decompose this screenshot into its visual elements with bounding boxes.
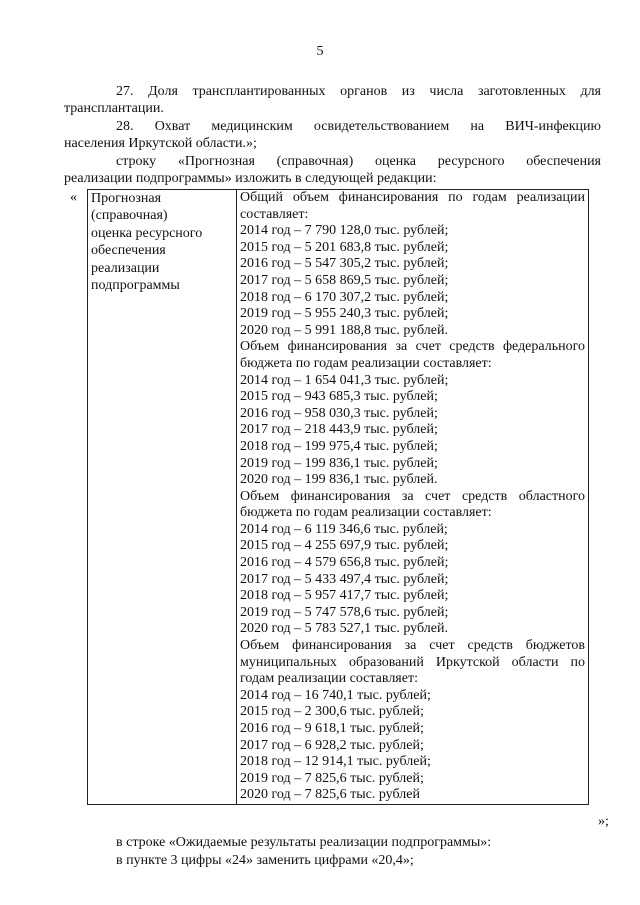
funding-year-line: 2016 год – 9 618,1 тыс. рублей; [240, 721, 424, 736]
funding-heading-line: бюджета по годам реализации составляет: [240, 505, 492, 521]
instruction-line-1: строку «Прогнозная (справочная) оценка ресурсного обеспечения [116, 154, 601, 169]
row-label-cell [88, 190, 237, 805]
resource-table [87, 189, 589, 805]
funding-year-line: 2015 год – 943 685,3 тыс. рублей; [240, 389, 438, 405]
funding-year-line: 2017 год – 6 928,2 тыс. рублей; [240, 737, 424, 753]
row-label-line: Прогнозная [91, 191, 162, 206]
funding-year-line: 2015 год – 5 201 683,8 тыс. рублей; [240, 239, 449, 255]
funding-year-line: 2019 год – 7 825,6 тыс. рублей; [240, 770, 424, 786]
funding-heading-line: Объем финансирования за счет средств бюджетов [240, 638, 585, 654]
row-label-line: подпрограммы [91, 278, 180, 294]
opening-quote-mark: « [70, 190, 77, 205]
item-28-line-1: 28. Охват медицинским освидетельствованием на ВИЧ-инфекцию [116, 119, 601, 134]
funding-heading-line: Общий объем финансирования по годам реализации [240, 190, 585, 205]
funding-heading-line: муниципальных образований Иркутской области по [240, 654, 585, 670]
closing-quote-mark: »; [598, 814, 609, 829]
row-content-cell [237, 190, 589, 805]
funding-year-line: 2017 год – 218 443,9 тыс. рублей; [240, 422, 438, 438]
funding-year-line: 2015 год – 2 300,6 тыс. рублей; [240, 704, 424, 720]
funding-year-line: 2020 год – 7 825,6 тыс. рублей [240, 787, 420, 803]
funding-heading-line: Объем финансирования за счет средств областного [240, 488, 585, 504]
funding-heading-line: годам реализации составляет: [240, 671, 418, 687]
funding-year-line: 2014 год – 16 740,1 тыс. рублей; [240, 687, 431, 703]
funding-year-line: 2014 год – 7 790 128,0 тыс. рублей; [240, 223, 449, 239]
instruction-line-2: реализации подпрограммы» изложить в следующей редакции: [64, 171, 437, 186]
row-label-line: реализации [91, 260, 160, 276]
item-27-line-1: 27. Доля трансплантированных органов из числа заготовленных для [116, 84, 601, 99]
table-row [88, 190, 589, 805]
page-number: 5 [316, 44, 324, 59]
funding-year-line: 2016 год – 4 579 656,8 тыс. рублей; [240, 555, 449, 571]
funding-year-line: 2016 год – 958 030,3 тыс. рублей; [240, 405, 438, 421]
funding-year-line: 2018 год – 6 170 307,2 тыс. рублей; [240, 289, 449, 305]
item-28-line-2: населения Иркутской области.»; [64, 136, 257, 151]
funding-year-line: 2020 год – 5 991 188,8 тыс. рублей. [240, 322, 448, 338]
row-label-line: оценка ресурсного [91, 225, 203, 241]
funding-year-line: 2014 год – 1 654 041,3 тыс. рублей; [240, 372, 449, 388]
funding-year-line: 2016 год – 5 547 305,2 тыс. рублей; [240, 256, 449, 272]
funding-heading-line: Объем финансирования за счет средств федерального [240, 339, 585, 355]
funding-heading-line: бюджета по годам реализации составляет: [240, 355, 492, 371]
funding-year-line: 2019 год – 5 747 578,6 тыс. рублей; [240, 604, 449, 620]
funding-year-line: 2018 год – 5 957 417,7 тыс. рублей; [240, 588, 449, 604]
funding-year-line: 2020 год – 5 783 527,1 тыс. рублей. [240, 621, 448, 637]
funding-year-line: 2020 год – 199 836,1 тыс. рублей. [240, 472, 438, 488]
funding-year-line: 2015 год – 4 255 697,9 тыс. рублей; [240, 538, 449, 554]
funding-year-line: 2019 год – 5 955 240,3 тыс. рублей; [240, 306, 449, 322]
row-label-line: (справочная) [91, 208, 168, 224]
item-27-line-2: трансплантации. [64, 101, 164, 116]
row-label-line: обеспечения [91, 243, 166, 259]
outro-line-1: в строке «Ожидаемые результаты реализации подпрограммы»: [116, 835, 492, 850]
funding-heading-line: составляет: [240, 206, 309, 222]
funding-year-line: 2014 год – 6 119 346,6 тыс. рублей; [240, 521, 448, 537]
outro-line-2: в пункте 3 цифры «24» заменить цифрами «20,4»; [116, 853, 414, 868]
funding-year-line: 2017 год – 5 658 869,5 тыс. рублей; [240, 272, 449, 288]
funding-year-line: 2018 год – 12 914,1 тыс. рублей; [240, 754, 431, 770]
funding-year-line: 2017 год – 5 433 497,4 тыс. рублей; [240, 571, 449, 587]
funding-year-line: 2018 год – 199 975,4 тыс. рублей; [240, 438, 438, 454]
funding-year-line: 2019 год – 199 836,1 тыс. рублей; [240, 455, 438, 471]
